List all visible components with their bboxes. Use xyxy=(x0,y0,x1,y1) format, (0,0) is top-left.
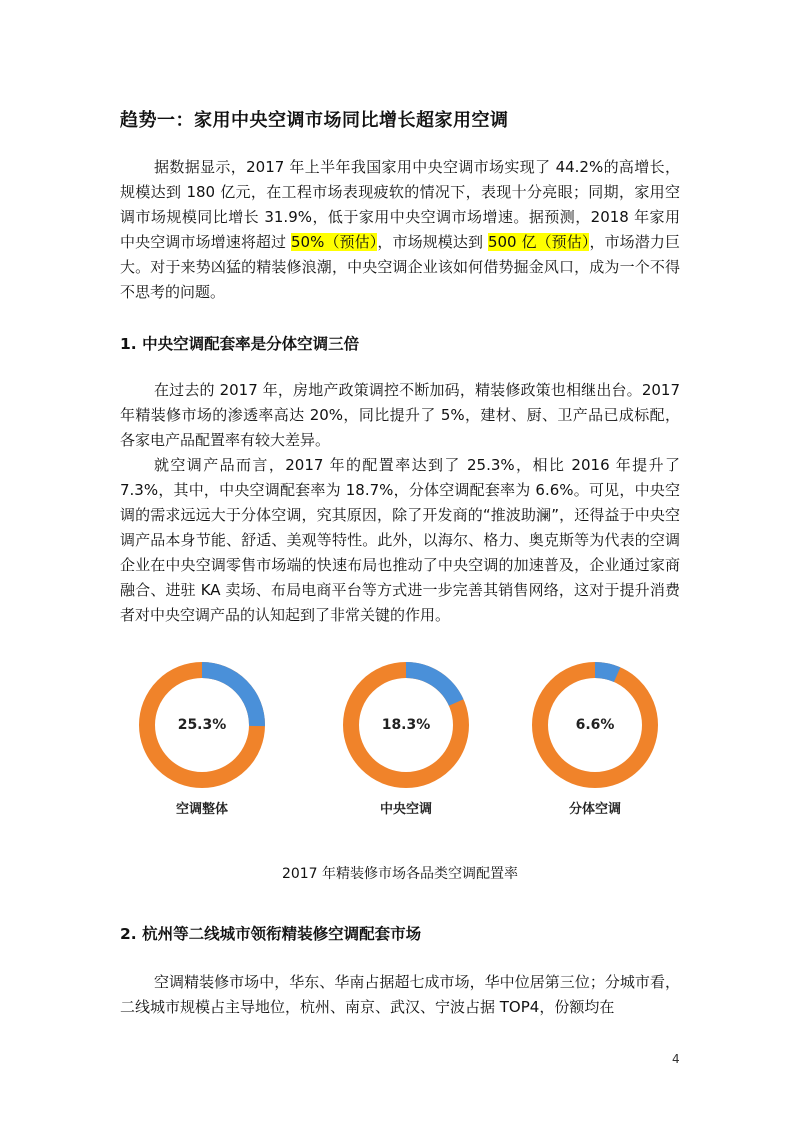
section2-title: 2. 杭州等二线城市领衔精装修空调配套市场 xyxy=(120,925,422,943)
donut-label-0: 空调整体 xyxy=(175,802,228,817)
section2-paragraph-1-text: 空调精装修市场中，华东、华南占据超七成市场，华中位居第三位；分城市看，二线城市规模占主导地位，杭州、南京、武汉、宁波占据 TOP4，份额均在 xyxy=(120,973,680,1016)
highlight-growth-forecast: 50%（预估） xyxy=(291,233,378,251)
intro-text-2: ，市场规模达到 xyxy=(377,233,488,251)
donut-chart-overall xyxy=(137,660,267,790)
page-number: 4 xyxy=(672,1052,680,1066)
section1-paragraph-1 xyxy=(120,378,680,453)
intro-paragraph xyxy=(120,155,680,305)
donut-charts xyxy=(120,660,680,830)
page-heading: 趋势一：家用中央空调市场同比增长超家用空调 xyxy=(120,110,509,131)
highlight-market-size-forecast: 500 亿（预估） xyxy=(487,233,590,251)
section1-paragraph-2-text: 就空调产品而言，2017 年的配置率达到了 25.3%，相比 2016 年提升了 7.3%，其中，中央空调配套率为 18.7%，分体空调配套率为 6.6%。可见，中央空调的需求远远大于分体空调，究其原因，除了开发商的“推波助澜”，还得益于中央空调产品本身节能、舒适、美观等特性。此外，以海尔、格力、奥克斯等为代表的空调企业在中央空调零售市场端的快速布局也推动了中央空调的加速普及，企业通过家商融合、进驻 KA 卖场、布局电商平台等方式进一步完善其销售网络，这对于提升消费者对中央空调产品的认知起到了非常关键的作用。 xyxy=(120,456,680,624)
donut-label-1: 中央空调 xyxy=(379,802,432,817)
section2-paragraph-1 xyxy=(120,970,680,1020)
donut-value-0: 25.3% xyxy=(177,717,227,733)
donut-label-2: 分体空调 xyxy=(568,802,621,817)
donut-chart-split xyxy=(530,660,660,790)
donut-value-1: 18.3% xyxy=(381,717,431,733)
intro-text-3: ，市场潜力巨大。对于来势凶猛的精装修浪潮，中央空调企业该如何借势掘金风口，成为一个不得不思考的问题。 xyxy=(120,233,680,301)
donut-chart-central xyxy=(341,660,471,790)
section1-paragraph-1-text: 在过去的 2017 年，房地产政策调控不断加码，精装修政策也相继出台。2017 年精装修市场的渗透率高达 20%，同比提升了 5%，建材、厨、卫产品已成标配，各家电产品配置率有较大差异。 xyxy=(120,381,680,449)
chart-caption: 2017 年精装修市场各品类空调配置率 xyxy=(281,866,519,882)
intro-text-1: 据数据显示，2017 年上半年我国家用中央空调市场实现了 44.2%的高增长，规模达到 180 亿元，在工程市场表现疲软的情况下，表现十分亮眼；同期，家用空调市场规模同比增长 31.9%，低于家用中央空调市场增速。据预测，2018 年家用中央空调市场增速将超过 xyxy=(120,158,680,251)
section1-paragraph-2 xyxy=(120,453,680,628)
section1-title: 1. 中央空调配套率是分体空调三倍 xyxy=(120,335,360,353)
donut-value-2: 6.6% xyxy=(575,717,615,733)
